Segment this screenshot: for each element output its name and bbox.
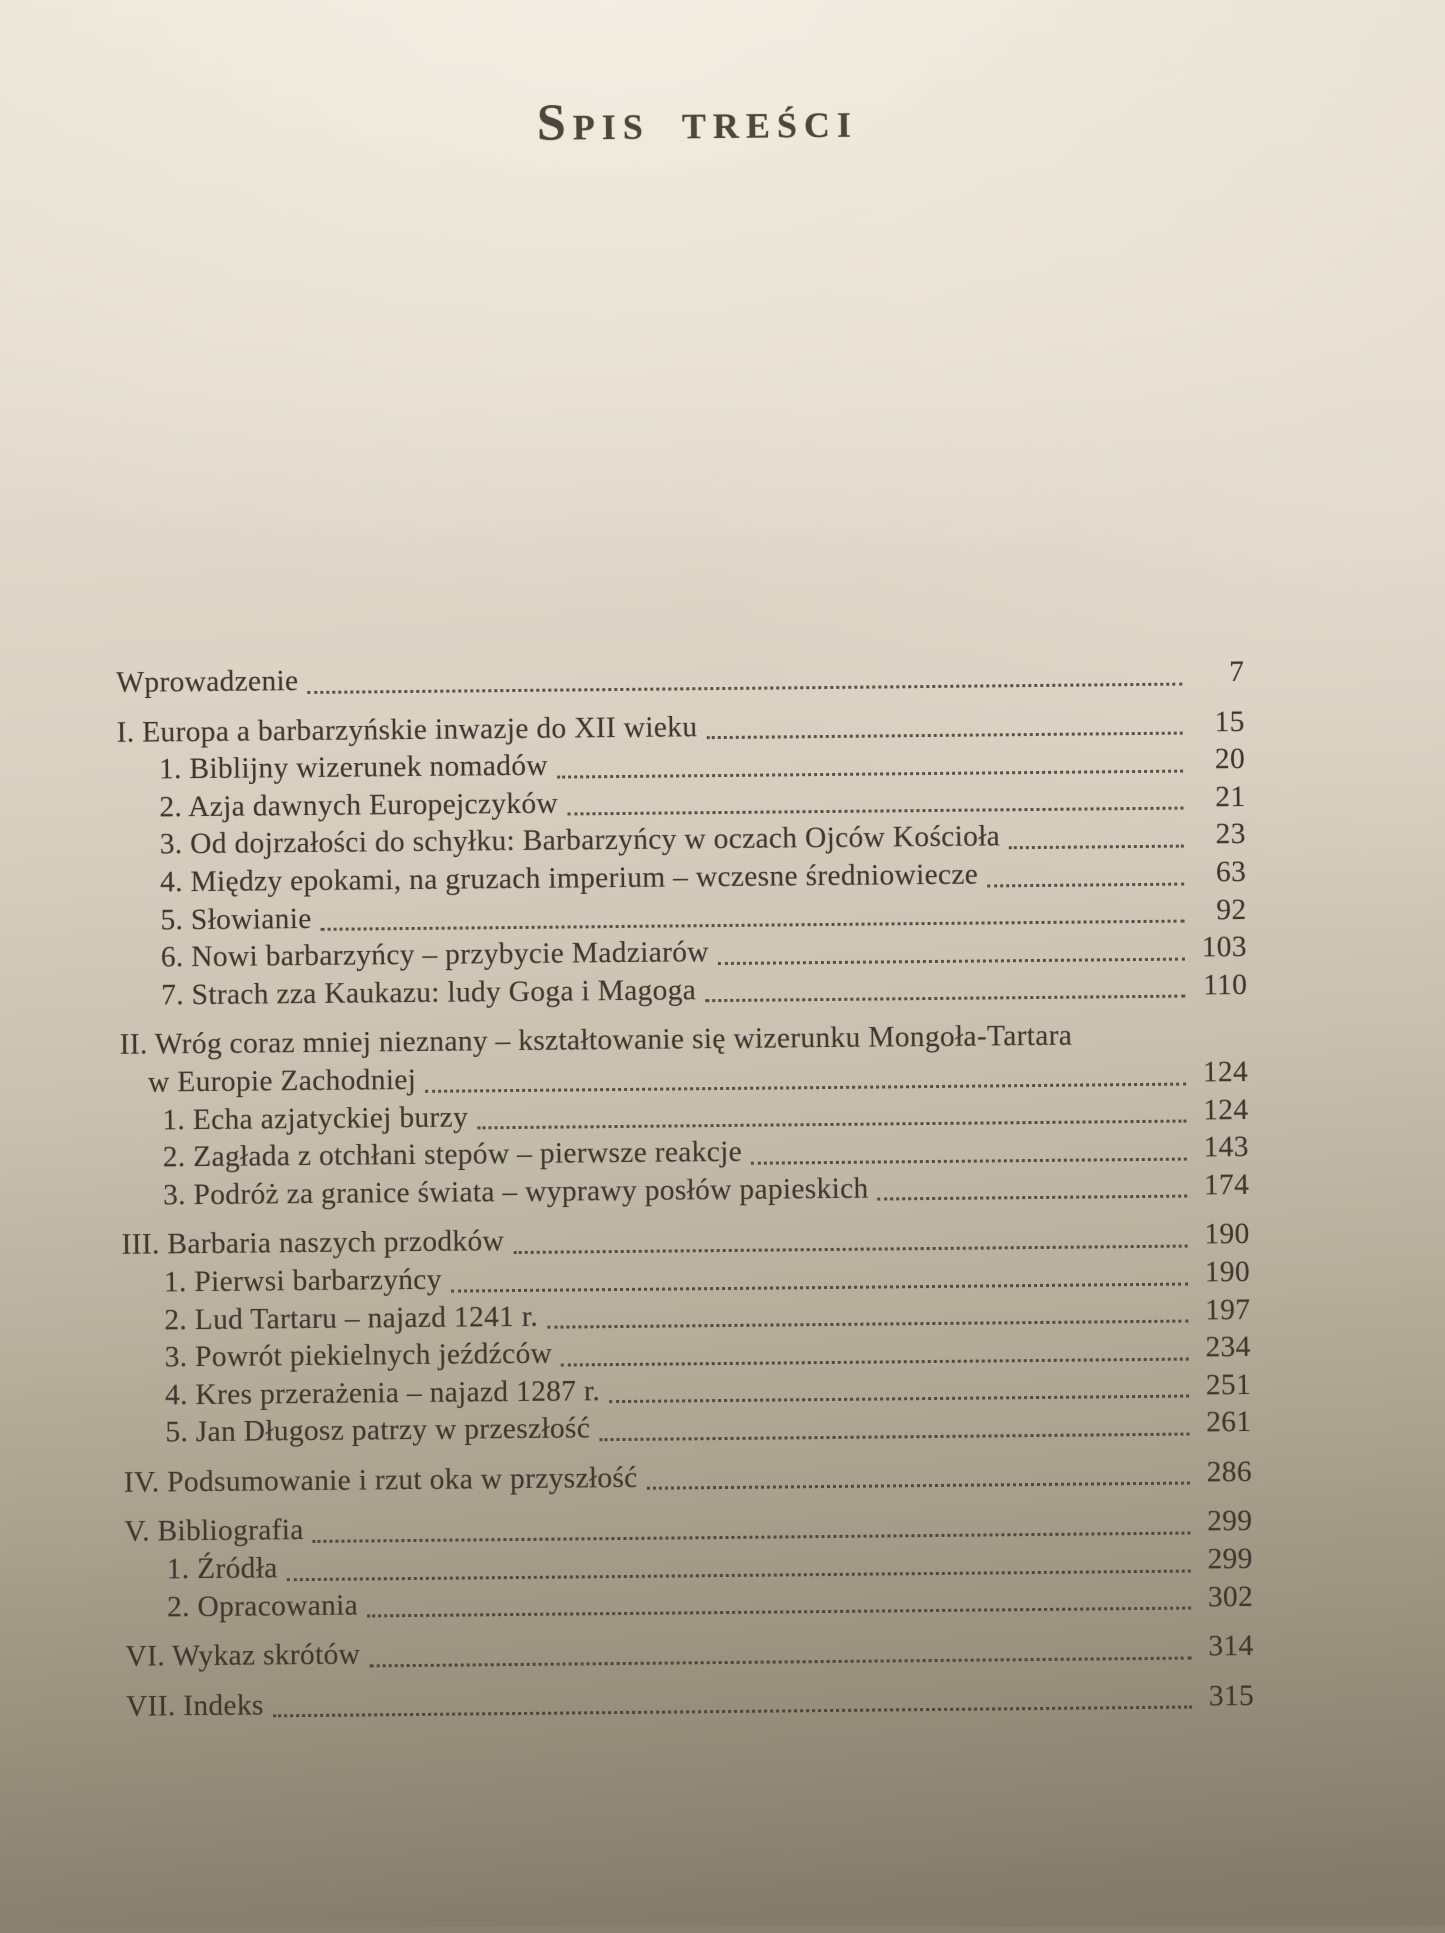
- toc-entry-label: III. Barbaria naszych przodków: [121, 1225, 505, 1262]
- toc-entry: [124, 1454, 1252, 1502]
- page-number: 299: [1207, 1505, 1253, 1538]
- toc-entry-label: V. Bibliografia: [124, 1514, 304, 1549]
- page-number: 103: [1201, 931, 1247, 964]
- page-number: 190: [1204, 1218, 1250, 1251]
- dot-leader: [567, 807, 1183, 816]
- dot-leader: [557, 769, 1183, 778]
- page-number: 20: [1214, 743, 1246, 776]
- toc-entry-label: IV. Podsumowanie i rzut oka w przyszłość: [123, 1461, 638, 1499]
- page-number: 286: [1206, 1455, 1252, 1489]
- toc-entry: [125, 1628, 1253, 1676]
- page-number: 124: [1203, 1093, 1249, 1126]
- toc-entry: [126, 1678, 1254, 1726]
- toc-list: [116, 654, 1254, 1726]
- dot-leader: [751, 1157, 1187, 1164]
- toc-entry-label: 5. Słowianie: [160, 902, 312, 936]
- dot-leader: [273, 1706, 1192, 1718]
- dot-leader: [561, 1357, 1189, 1366]
- dot-leader: [718, 957, 1185, 964]
- toc-entry-label: 4. Kres przerażenia – najazd 1287 r.: [164, 1374, 601, 1412]
- page-number: 234: [1205, 1331, 1251, 1364]
- dot-leader: [287, 1569, 1191, 1581]
- toc-entry-label: 2. Zagłada z otchłani stepów – pierwsze reakcje: [162, 1135, 743, 1174]
- toc-entry-label: Wprowadzenie: [116, 665, 299, 699]
- page-number: 314: [1208, 1630, 1254, 1663]
- toc-entry-label: 1. Źródła: [166, 1552, 278, 1586]
- dot-leader: [609, 1395, 1189, 1404]
- toc-entry-label: VI. Wykaz skrótów: [125, 1638, 361, 1674]
- dot-leader: [307, 682, 1182, 693]
- dot-leader: [369, 1656, 1191, 1667]
- dot-leader: [513, 1244, 1187, 1253]
- toc-entry-label: 3. Podróż za granice świata – wyprawy posłów papieskich: [162, 1172, 869, 1212]
- page-number: 299: [1207, 1543, 1253, 1576]
- page-number: 23: [1215, 818, 1246, 851]
- toc-entry-label: I. Europa a barbarzyńskie inwazje do XII wieku: [116, 710, 698, 749]
- dot-leader: [1009, 845, 1184, 850]
- page-number: 143: [1203, 1131, 1249, 1164]
- page-number: 190: [1204, 1255, 1251, 1289]
- toc-entry-label: 2. Opracowania: [166, 1589, 359, 1624]
- dot-leader: [367, 1607, 1191, 1618]
- toc-entry-label: VII. Indeks: [125, 1689, 264, 1723]
- page-number: 302: [1207, 1580, 1254, 1614]
- toc-entry-label: 2. Lud Tartaru – najazd 1241 r.: [164, 1300, 539, 1336]
- page-number: 261: [1206, 1406, 1252, 1439]
- toc-entry-label: 2. Azja dawnych Europejczyków: [159, 787, 559, 824]
- toc-entry-label: 5. Jan Długosz patrzy w przeszłość: [165, 1412, 591, 1449]
- toc-entry-label: 1. Pierwsi barbarzyńcy: [163, 1263, 442, 1299]
- toc-title: Spis treści: [536, 91, 859, 152]
- page-number: 251: [1205, 1368, 1252, 1402]
- page-number: 110: [1202, 968, 1248, 1002]
- dot-leader: [878, 1195, 1188, 1201]
- toc-entry-label: 6. Nowi barbarzyńcy – przybycie Madziarów: [160, 936, 709, 974]
- toc-entry-label: 1. Biblijny wizerunek nomadów: [158, 749, 549, 786]
- toc-entry-label: 4. Między epokami, na gruzach imperium – wczesne średniowiecze: [159, 858, 979, 899]
- dot-leader: [706, 732, 1182, 740]
- page-number: 174: [1203, 1168, 1250, 1202]
- toc-entry-label: 3. Od dojrzałości do schyłku: Barbarzyńcy w oczach Ojców Kościoła: [159, 820, 1001, 861]
- page-number: 21: [1215, 780, 1246, 814]
- toc-entry: [116, 654, 1244, 702]
- page-number: 63: [1215, 855, 1247, 889]
- page-number: 315: [1208, 1679, 1255, 1713]
- page-number: 92: [1216, 893, 1247, 926]
- toc-entry-label-continued: w Europie Zachodniej: [147, 1063, 417, 1099]
- dot-leader: [599, 1432, 1189, 1441]
- dot-leader: [321, 920, 1185, 931]
- toc-entry-label: 1. Echa azjatyckiej burzy: [162, 1100, 469, 1136]
- dot-leader: [477, 1120, 1186, 1130]
- dot-leader: [425, 1082, 1186, 1092]
- dot-leader: [647, 1482, 1190, 1490]
- dot-leader: [547, 1320, 1188, 1329]
- dot-leader: [987, 882, 1184, 887]
- page-number: 15: [1214, 705, 1245, 738]
- toc-entry-label: 3. Powrót piekielnych jeźdźców: [164, 1337, 553, 1374]
- dot-leader: [451, 1282, 1188, 1292]
- toc-entry-label: II. Wróg coraz mniej nieznany – kształtowanie się wizerunku Mongoła-Tartara: [119, 1019, 1073, 1062]
- page-number: 197: [1204, 1293, 1251, 1326]
- dot-leader: [313, 1532, 1191, 1543]
- dot-leader: [705, 995, 1185, 1003]
- toc-entry-label: 7. Strach zza Kaukazu: ludy Goga i Magoga: [161, 974, 697, 1012]
- page-number: 7: [1228, 655, 1245, 689]
- page-number: 124: [1202, 1055, 1249, 1089]
